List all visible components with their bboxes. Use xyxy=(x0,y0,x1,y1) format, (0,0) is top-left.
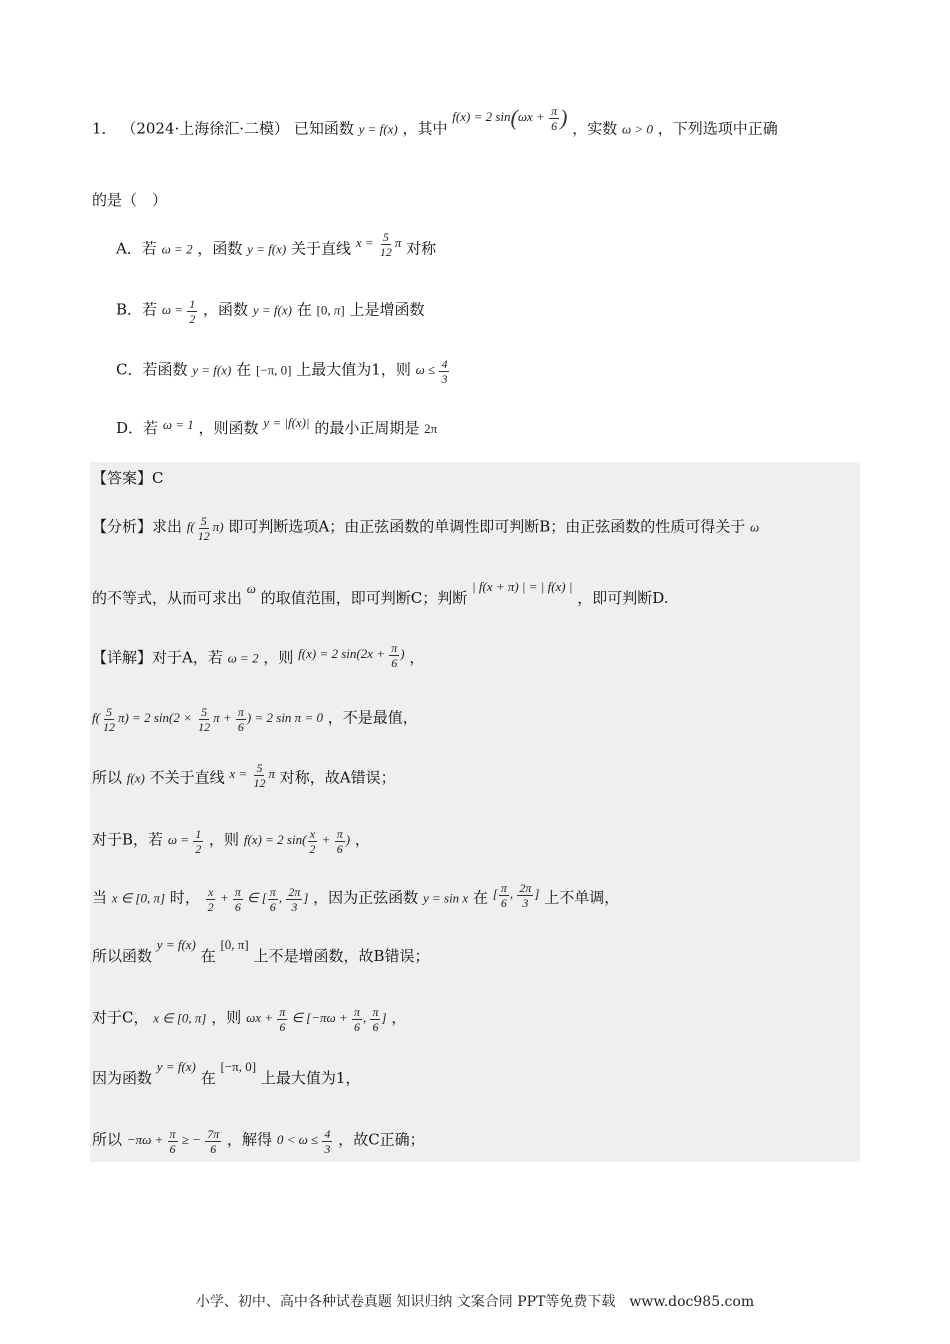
math-y-fx: y = f(x) xyxy=(156,937,196,952)
math-y-fx: y = f(x) xyxy=(247,241,287,257)
math-omega-2: ω = 2 xyxy=(161,241,193,257)
detail-line1: 【详解】对于A，若 ω = 2 ，则 f(x) = 2 sin(2x + $\frac{\pi}{6}$ ) ， xyxy=(92,641,425,670)
math-x-in-0-pi: x ∈ [0, π] xyxy=(111,890,166,906)
math-x-in-0-pi: x ∈ [0, π] xyxy=(153,1010,207,1026)
question-source: （2024·上海徐汇·二模） xyxy=(121,119,290,138)
analysis-line2: 的不等式，从而可求出 ω 的取值范围，即可判断C；判断 | f(x + π) | = | f(x) | ，即可判断D. xyxy=(92,579,669,607)
question-stem-line1: 1． （2024·上海徐汇·二模） 已知函数 y = f(x) ，其中 f(x) = 2 sin(ωx + $\frac{\pi}{6}$ ) ，实数 ω > 0 ，下列选项中正确 xyxy=(92,104,778,138)
math-fx-2sin-half: f(x) = 2 sin( $\frac{x}{2}$ + $\frac{\pi}{6}$ ) xyxy=(243,827,351,856)
solution-panel xyxy=(90,462,860,1162)
math-omega: ω xyxy=(750,519,760,535)
math-2pi: 2π xyxy=(424,421,438,436)
answer-line: 【答案】C xyxy=(92,469,164,487)
math-f-5-12pi: f( $\frac{5}{12}$ π) xyxy=(186,514,224,543)
option-a: A．若 ω = 2 ，函数 y = f(x) 关于直线 x = $\frac{5}{12}$ π 对称 xyxy=(116,230,437,259)
math-omega-2: ω = 2 xyxy=(227,650,259,666)
math-omega: ω xyxy=(246,581,256,596)
detail-line3: 所以 f(x) 不关于直线 x = $\frac{5}{12}$ π 对称，故A错误； xyxy=(92,761,396,790)
math-omega-1: ω = 1 xyxy=(162,417,194,432)
math-y-fx: y = f(x) xyxy=(252,302,292,318)
analysis-line1: 【分析】求出 f( $\frac{5}{12}$ π) 即可判断选项A；由正弦函数的单调性即可判断B；由正弦函数的性质可得关于 ω xyxy=(92,514,760,543)
math-x-5-12pi: x = $\frac{5}{12}$ π xyxy=(355,230,402,259)
math-y-sinx: y = sin x xyxy=(422,890,469,906)
option-d: D．若 ω = 1 ，则函数 y = |f(x)| 的最小正周期是 2π xyxy=(116,415,438,437)
math-omega-range: 0 < ω ≤ $\frac{4}{3}$ xyxy=(276,1127,331,1156)
math-inequality: −πω + $\frac{\pi}{6}$ ≥ − $\frac{7\pi}{6}$ xyxy=(126,1127,220,1156)
question-number: 1． xyxy=(92,119,117,138)
option-c: C．若函数 y = f(x) 在 [−π, 0] 上最大值为1，则 ω ≤ $\frac{4}{3}$ xyxy=(116,357,450,386)
math-y-eq-fx: y = f(x) xyxy=(358,121,398,137)
question-stem-line2: 的是（ ） xyxy=(92,191,168,209)
math-y-fx: y = f(x) xyxy=(192,362,232,378)
math-abs-fx: y = |f(x)| xyxy=(263,415,310,430)
math-interval-neg-pi-0: [−π, 0] xyxy=(220,1059,257,1074)
detail-line4: 对于B，若 ω = $\frac{1}{2}$ ，则 f(x) = 2 sin( $\frac{x}{2}$ + $\frac{\pi}{6}$ ) ， xyxy=(92,827,370,856)
detail-line2: f( $\frac{5}{12}$ π) = 2 sin(2 × $\frac{5}{12}$ π + $\frac{\pi}{6}$ ) = 2 sin π = 0 ，不是最值， xyxy=(92,705,418,734)
math-x-5-12pi: x = $\frac{5}{12}$ π xyxy=(229,761,275,790)
math-interval-neg-pi-0: [−π, 0] xyxy=(255,362,292,378)
math-fx-definition: f(x) = 2 sin(ωx + $\frac{\pi}{6}$ ) xyxy=(452,104,568,133)
detail-line9: 所以 −πω + $\frac{\pi}{6}$ ≥ − $\frac{7\pi}{6}$ ，解得 0 < ω ≤ $\frac{4}{3}$ ，故C正确； xyxy=(92,1127,425,1156)
math-y-fx: y = f(x) xyxy=(156,1059,196,1074)
option-b: B．若 ω = $\frac{1}{2}$ ，函数 y = f(x) 在 [0, π] 上是增函数 xyxy=(116,297,425,326)
detail-line6: 所以函数 y = f(x) 在 [0, π] 上不是增函数，故B错误； xyxy=(92,937,430,965)
math-fx: f(x) xyxy=(126,770,145,786)
math-fx-2sin2x: f(x) = 2 sin(2x + $\frac{\pi}{6}$ ) xyxy=(298,641,405,670)
math-omega-half: ω = $\frac{1}{2}$ xyxy=(167,827,202,856)
math-range-b: $\frac{x}{2}$ + $\frac{\pi}{6}$ ∈ [ $\frac{\pi}{6}$ , $\frac{2\pi}{3}$ ] xyxy=(207,885,309,914)
math-omega-half: ω = $\frac{1}{2}$ xyxy=(161,297,196,326)
math-interval-0-pi: [0, π] xyxy=(220,937,249,952)
math-range-c: ωx + $\frac{\pi}{6}$ ∈ [−πω + $\frac{\pi}{6}$ , $\frac{\pi}{6}$ ] xyxy=(246,1005,387,1034)
page-footer: 小学、初中、高中各种试卷真题 知识归纳 文案合同 PPT等免费下载 www.doc985.com xyxy=(195,1294,755,1310)
math-abs-period: | f(x + π) | = | f(x) | xyxy=(472,579,573,594)
math-omega-positive: ω > 0 xyxy=(622,121,653,137)
math-interval-0-pi: [0, π] xyxy=(316,302,345,318)
math-f-value-zero: f( $\frac{5}{12}$ π) = 2 sin(2 × $\frac{5}{12}$ π + $\frac{\pi}{6}$ ) = 2 sin π = 0 xyxy=(92,705,323,734)
math-omega-le-4-3: ω ≤ $\frac{4}{3}$ xyxy=(415,357,448,386)
detail-line7: 对于C， x ∈ [0, π] ，则 ωx + $\frac{\pi}{6}$ ∈ [−πω + $\frac{\pi}{6}$ , $\frac{\pi}{6}$ ] ， xyxy=(92,1005,407,1034)
detail-line8: 因为函数 y = f(x) 在 [−π, 0] 上最大值为1， xyxy=(92,1059,361,1087)
math-interval-pi6-2pi3: [ $\frac{\pi}{6}$ , $\frac{2\pi}{3}$ ] xyxy=(492,881,540,910)
detail-line5: 当 x ∈ [0, π] 时， $\frac{x}{2}$ + $\frac{\pi}{6}$ ∈ [ $\frac{\pi}{6}$ , $\frac{2\pi}{3}$ ] ，因为正弦函数 y = sin x 在 [ $\frac{\pi}{6}$ , $\frac{2\pi}{3}$ ] 上不单调， xyxy=(92,881,620,914)
